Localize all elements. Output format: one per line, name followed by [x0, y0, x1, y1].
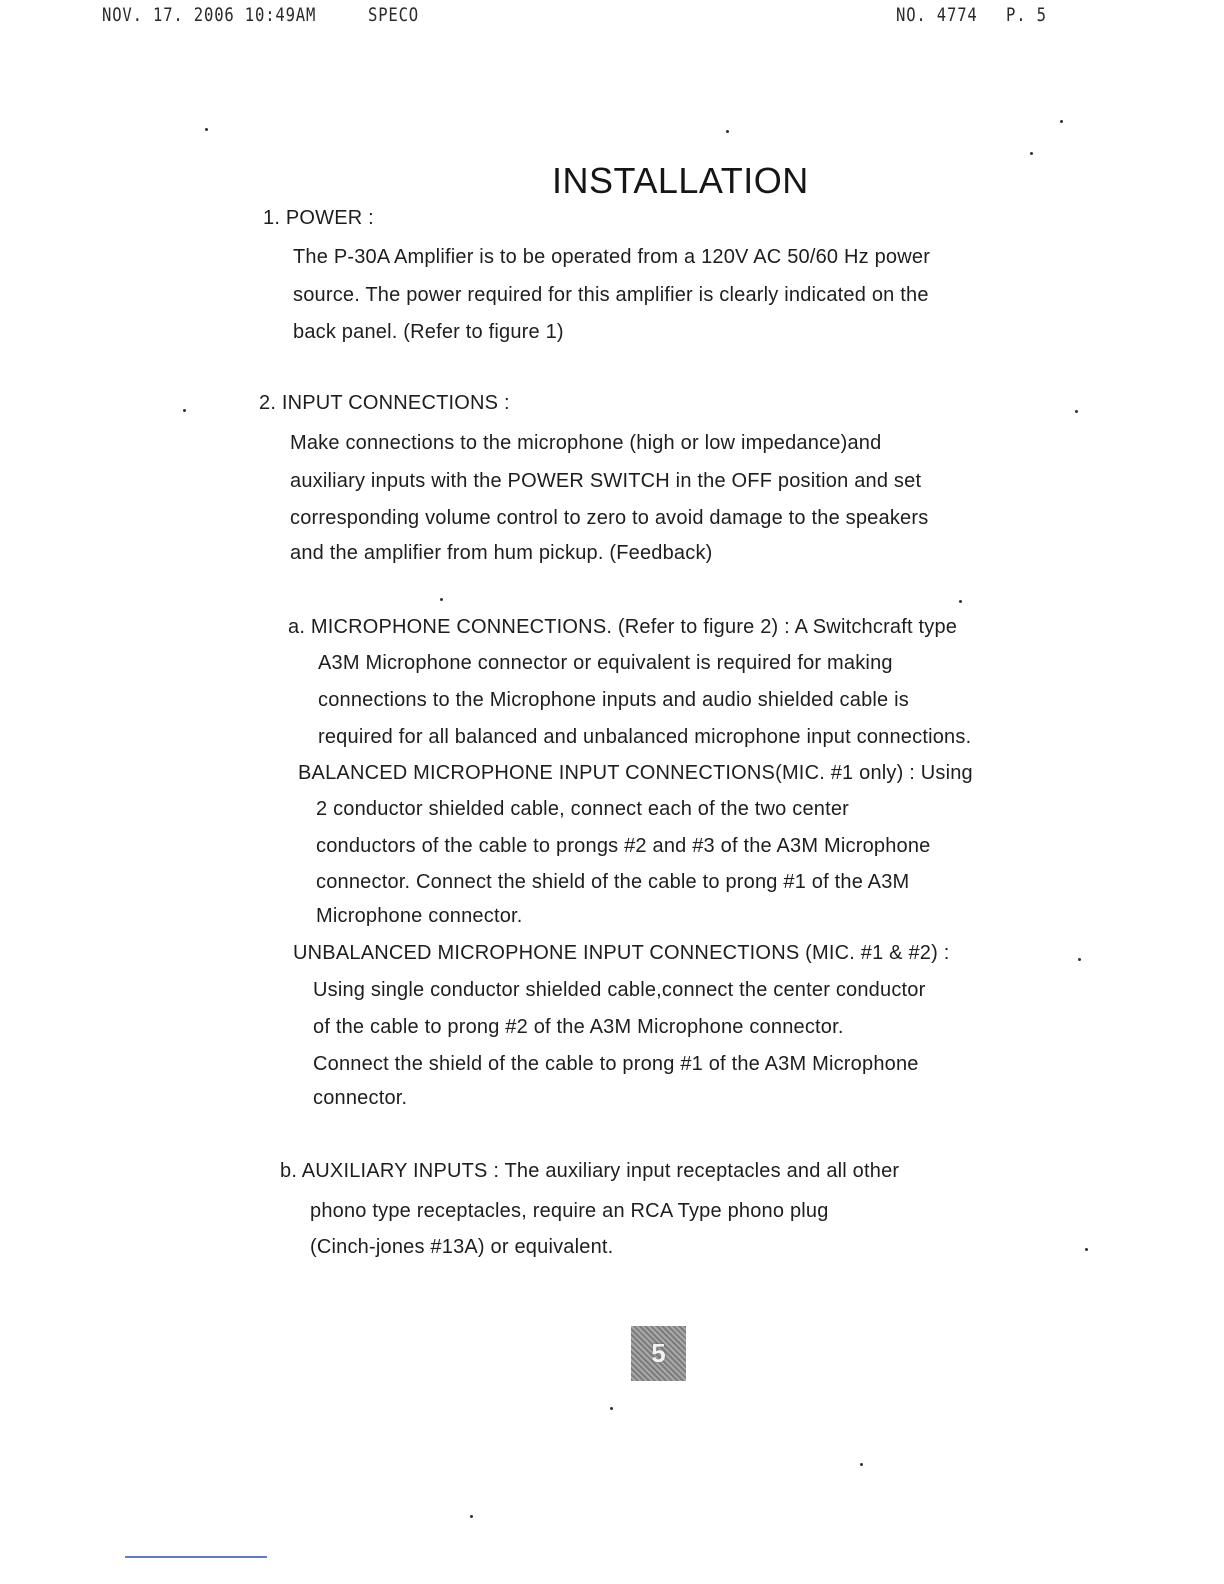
text-line: connector. — [313, 1087, 408, 1109]
scan-speck — [205, 128, 208, 131]
text-line: connector. Connect the shield of the cable to prong #1 of the A3M — [316, 871, 910, 893]
text-line: source. The power required for this amplifier is clearly indicated on the — [293, 284, 929, 306]
text-line: Microphone connector. — [316, 905, 523, 927]
scan-speck — [183, 409, 186, 412]
scan-speck — [1030, 152, 1033, 155]
footer-rule — [125, 1556, 267, 1558]
fax-sender: SPECO — [368, 4, 420, 26]
text-line: 2 conductor shielded cable, connect each of the two center — [316, 798, 850, 820]
text-line: (Cinch-jones #13A) or equivalent. — [310, 1236, 614, 1258]
scan-speck — [1075, 410, 1078, 413]
text-line: Make connections to the microphone (high or low impedance)and — [290, 432, 882, 454]
text-line: and the amplifier from hum pickup. (Feedback) — [290, 542, 713, 564]
scan-speck — [1060, 120, 1063, 123]
text-line: Connect the shield of the cable to prong #1 of the A3M Microphone — [313, 1053, 919, 1075]
text-line: phono type receptacles, require an RCA Type phono plug — [310, 1200, 829, 1222]
text-line: required for all balanced and unbalanced microphone input connections. — [318, 726, 972, 748]
section-heading-input-connections: 2. INPUT CONNECTIONS : — [259, 392, 510, 414]
scan-speck — [1078, 958, 1081, 961]
text-line: back panel. (Refer to figure 1) — [293, 321, 564, 343]
subsection-heading-microphone: a. MICROPHONE CONNECTIONS. (Refer to figure 2) : A Switchcraft type — [288, 616, 958, 638]
text-line: conductors of the cable to prongs #2 and #3 of the A3M Microphone — [316, 835, 931, 857]
heading-balanced: BALANCED MICROPHONE INPUT CONNECTIONS(MIC. #1 only) : Using — [298, 762, 973, 784]
scan-speck — [1085, 1248, 1088, 1251]
text-line: Using single conductor shielded cable,connect the center conductor — [313, 979, 926, 1001]
fax-page: P. 5 — [1006, 4, 1047, 26]
fax-datetime: NOV. 17. 2006 10:49AM — [102, 4, 317, 26]
text-line: auxiliary inputs with the POWER SWITCH in the OFF position and set — [290, 470, 922, 492]
text-line: A3M Microphone connector or equivalent is required for making — [318, 652, 893, 674]
text-line: connections to the Microphone inputs and audio shielded cable is — [318, 689, 909, 711]
scan-speck — [470, 1515, 473, 1518]
heading-unbalanced: UNBALANCED MICROPHONE INPUT CONNECTIONS (MIC. #1 & #2) : — [293, 942, 950, 964]
page-title: INSTALLATION — [552, 160, 809, 201]
text-line: of the cable to prong #2 of the A3M Microphone connector. — [313, 1016, 844, 1038]
text-line: The P-30A Amplifier is to be operated from a 120V AC 50/60 Hz power — [293, 246, 931, 268]
scan-speck — [440, 598, 443, 601]
scan-speck — [959, 600, 962, 603]
page-number-badge — [631, 1326, 686, 1381]
section-heading-power: 1. POWER : — [263, 207, 374, 229]
fax-number: NO. 4774 — [896, 4, 978, 26]
scan-speck — [726, 130, 729, 133]
text-line: corresponding volume control to zero to avoid damage to the speakers — [290, 507, 929, 529]
subsection-heading-auxiliary: b. AUXILIARY INPUTS : The auxiliary input receptacles and all other — [280, 1160, 900, 1182]
page-number: 5 — [651, 1338, 666, 1368]
scan-speck — [610, 1407, 613, 1410]
scan-speck — [860, 1463, 863, 1466]
